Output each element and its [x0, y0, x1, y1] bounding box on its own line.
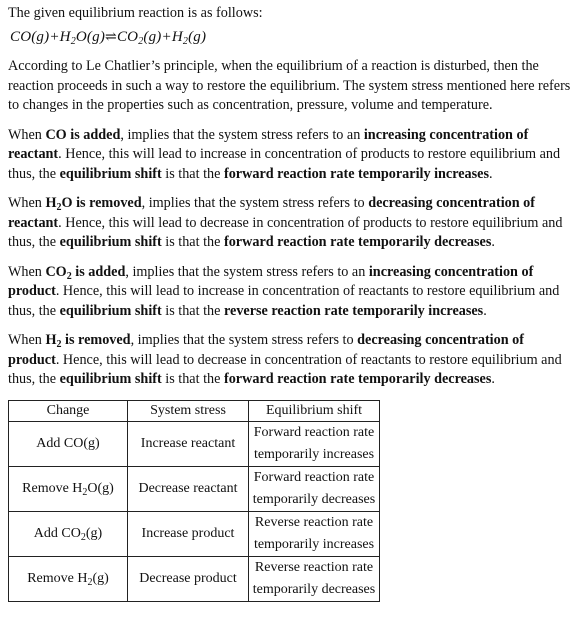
text-run: (g): [92, 570, 109, 586]
text-run: is added: [71, 263, 126, 280]
header-equilibrium-shift: Equilibrium shift: [249, 400, 380, 421]
paragraph-h2o-removed: [8, 194, 572, 253]
text-run: . Hence, this will lead to increase in concentration of reactants to restore equilibrium and thus, the: [8, 283, 560, 319]
table-row: [9, 556, 380, 601]
subscript: 2: [82, 486, 88, 498]
cell-stress: Increase product: [128, 511, 249, 556]
bold-run: CO is added: [45, 126, 121, 143]
cell-change: [9, 556, 128, 601]
text-run: .: [483, 302, 487, 319]
paragraph-h2-removed: [8, 331, 572, 390]
text-run: H: [45, 195, 57, 211]
eq-part: (g): [188, 28, 207, 45]
equilibrium-arrow: ⇌: [105, 29, 117, 45]
shift-line: Forward reaction rate: [253, 469, 375, 485]
reaction-equation: [10, 28, 572, 48]
bold-run: reverse reaction rate temporarily increases: [223, 302, 484, 319]
text-run: .: [489, 165, 493, 182]
subscript: 2: [66, 270, 72, 282]
header-change: Change: [9, 400, 128, 421]
text-run: . Hence, this will lead to decrease in concentration of products to restore equilibrium and thus, the: [8, 214, 563, 250]
bold-run: equilibrium shift: [59, 234, 162, 250]
eq-subscript: 2: [182, 35, 189, 47]
bold-run: increasing concentration of reactant: [8, 126, 529, 162]
text-run: Remove H: [22, 480, 83, 496]
text-run: .: [491, 371, 495, 387]
text-run: When: [8, 263, 46, 280]
cell-stress: Decrease reactant: [128, 466, 249, 511]
shift-line: temporarily increases: [253, 446, 375, 462]
cell-change: [9, 421, 128, 466]
cell-stress: Increase reactant: [128, 421, 249, 466]
text-run: . Hence, this will lead to increase in concentration of products to restore equilibrium and thus, the: [8, 146, 561, 182]
bold-run: decreasing concentration of reactant: [8, 195, 535, 231]
cell-change: [9, 511, 128, 556]
subscript: 2: [87, 576, 93, 588]
text-run: Remove H: [27, 570, 88, 586]
bold-run: forward reaction rate temporarily decreases: [223, 371, 492, 387]
text-run: . Hence, this will lead to decrease in concentration of reactants to restore equilibrium and thus, the: [8, 351, 562, 387]
bold-run: [45, 195, 141, 211]
table-row: [9, 466, 380, 511]
subscript: 2: [56, 339, 62, 350]
shift-line: Forward reaction rate: [253, 424, 375, 440]
eq-part: CO: [116, 28, 139, 45]
paragraph-co-added: [8, 126, 572, 185]
eq-subscript: 2: [70, 35, 76, 47]
text-run: When: [8, 332, 46, 348]
bold-run: decreasing concentration of product: [8, 332, 524, 368]
text-run: is that the: [161, 234, 224, 250]
bold-run: forward reaction rate temporarily decreases: [223, 234, 492, 250]
text-run: is removed: [61, 332, 131, 348]
text-run: .: [491, 234, 495, 250]
bold-run: equilibrium shift: [59, 371, 162, 387]
text-run: is that the: [161, 165, 224, 182]
eq-part: (g)+H: [143, 28, 183, 45]
cell-shift: [249, 511, 380, 556]
text-run: O(g): [87, 480, 114, 496]
cell-stress: Decrease product: [128, 556, 249, 601]
eq-part: CO(g)+H: [10, 28, 71, 45]
shift-line: Reverse reaction rate: [254, 514, 374, 530]
text-run: When: [8, 195, 46, 211]
shift-line: Reverse reaction rate: [254, 559, 374, 575]
paragraph-co2-added: [8, 263, 572, 322]
cell-shift: [249, 421, 380, 466]
cell-shift: [249, 556, 380, 601]
principle-paragraph: According to Le Chatlier’s principle, when the equilibrium of a reaction is disturbed, then the reaction proceeds in such a way to restore the equilibrium. The system stress mentioned here refers to changes in the properties such as concentration, pressure, volume and temperature.: [8, 58, 571, 113]
equilibrium-table: [8, 400, 380, 602]
cell-shift: [249, 466, 380, 511]
text-run: is that the: [161, 302, 224, 319]
bold-run: [45, 332, 130, 348]
text-run: O is removed: [61, 195, 142, 211]
table-row: [9, 421, 380, 466]
header-system-stress: System stress: [128, 400, 249, 421]
shift-line: temporarily decreases: [252, 581, 376, 597]
subscript: 2: [80, 531, 86, 543]
cell-change: [9, 466, 128, 511]
text-run: When: [8, 126, 46, 143]
bold-run: equilibrium shift: [59, 302, 162, 319]
text-run: CO: [45, 263, 67, 280]
text-run: is that the: [161, 371, 224, 387]
bold-run: equilibrium shift: [59, 165, 162, 182]
text-run: , implies that the system stress refers to: [141, 195, 369, 211]
bold-run: forward reaction rate temporarily increases: [223, 165, 489, 182]
eq-part: O(g): [75, 28, 106, 45]
text-run: H: [45, 332, 57, 348]
text-run: , implies that the system stress refers to an: [120, 126, 364, 143]
eq-subscript: 2: [138, 35, 144, 47]
bold-run: increasing concentration of product: [8, 263, 534, 299]
bold-run: [45, 264, 125, 280]
table-header-row: [9, 400, 380, 421]
text-run: (g): [85, 525, 103, 541]
shift-line: temporarily increases: [253, 536, 375, 552]
shift-line: temporarily decreases: [252, 491, 376, 507]
text-run: , implies that the system stress refers to an: [125, 263, 369, 280]
text-run: Add CO(g): [36, 435, 100, 451]
table-row: [9, 511, 380, 556]
text-run: , implies that the system stress refers to: [130, 332, 358, 348]
subscript: 2: [56, 202, 62, 213]
text-run: Add CO: [33, 525, 81, 541]
intro-text: The given equilibrium reaction is as follows:: [8, 5, 263, 21]
